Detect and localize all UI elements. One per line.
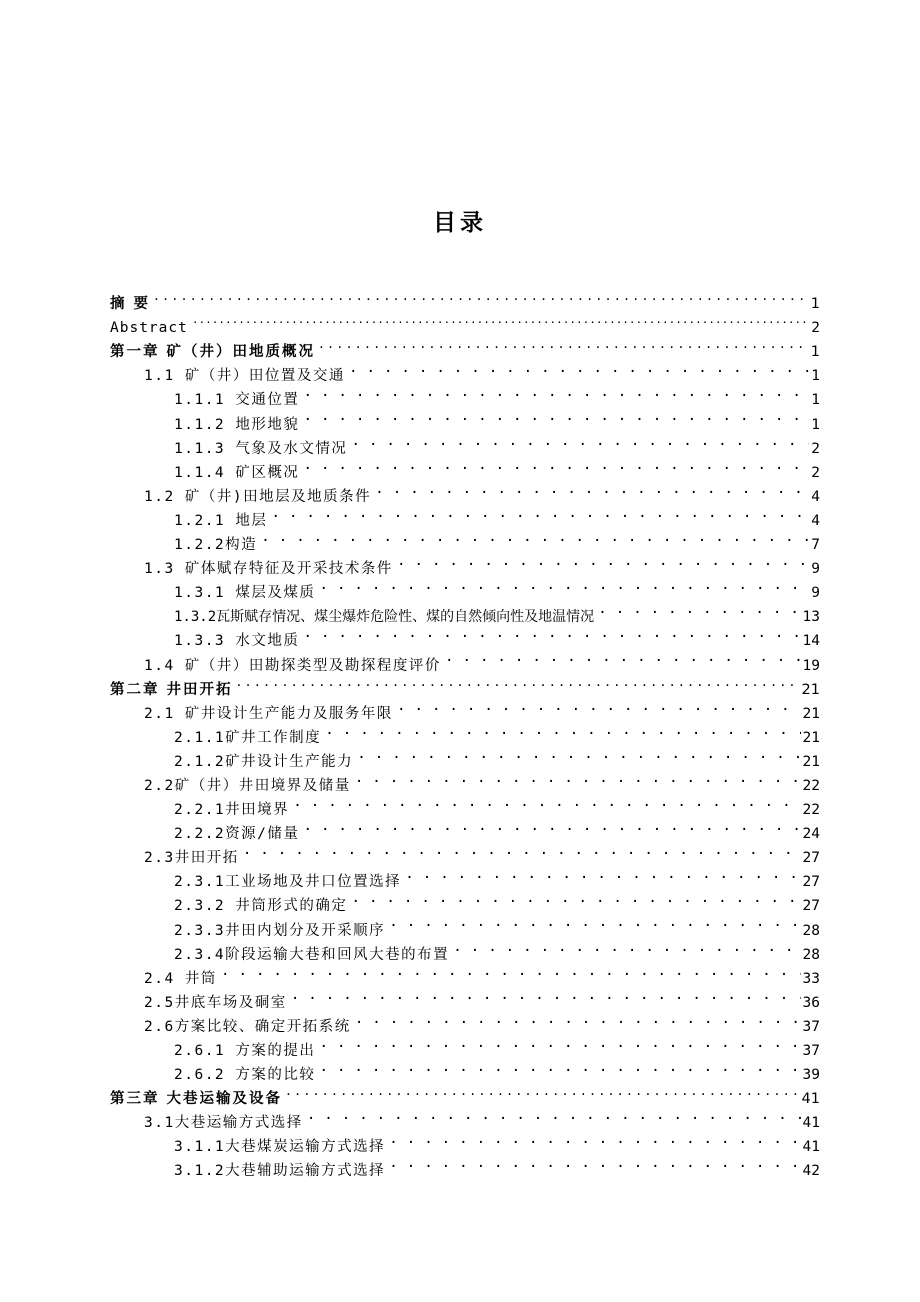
toc-entry-page-number: 24 xyxy=(802,826,820,843)
toc-entry-page-number: 1 xyxy=(811,392,820,409)
toc-entry-label: 1.1.2 地形地貌 xyxy=(174,416,300,433)
toc-dot-leader xyxy=(397,549,809,573)
toc-entry-page-number: 21 xyxy=(802,705,820,722)
toc-entry-label: 第二章 井田开拓 xyxy=(110,681,233,698)
toc-entry-label: 2.1 矿井设计生产能力及服务年限 xyxy=(144,705,393,722)
toc-entry-page-number: 19 xyxy=(802,657,820,674)
toc-entry-page-number: 39 xyxy=(802,1067,820,1084)
toc-dot-leader xyxy=(303,621,800,645)
toc-dot-leader xyxy=(349,356,809,380)
toc-entry-page-number: 41 xyxy=(802,1115,820,1132)
toc-dot-leader xyxy=(261,525,809,549)
toc-entry-label: 第一章 矿（井）田地质概况 xyxy=(110,344,316,361)
toc-dot-leader xyxy=(325,718,800,742)
toc-entry-label: 1.1.3 气象及水文情况 xyxy=(174,440,348,457)
toc-dot-leader xyxy=(154,284,809,308)
toc-dot-leader xyxy=(355,1007,801,1031)
toc-dot-leader xyxy=(221,959,801,983)
toc-entry-page-number: 41 xyxy=(802,1139,820,1156)
toc-dot-leader xyxy=(291,983,801,1007)
toc-entry-page-number: 22 xyxy=(802,802,820,819)
toc-entry-page-number: 22 xyxy=(802,777,820,794)
toc-dot-leader xyxy=(307,1103,801,1127)
toc-entry-label: 第三章 大巷运输及设备 xyxy=(110,1091,283,1108)
toc-entry-label: 2.3.1工业场地及井口位置选择 xyxy=(174,874,402,891)
toc-entry-page-number: 2 xyxy=(811,440,820,457)
toc-dot-leader xyxy=(293,790,800,814)
toc-entry-label: 1.2 矿（井)田地层及地质条件 xyxy=(144,488,372,505)
toc-dot-leader xyxy=(319,1055,800,1079)
toc-entry-page-number: 21 xyxy=(801,681,820,698)
toc-entry-page-number: 36 xyxy=(802,994,820,1011)
toc-entry-page-number: 2 xyxy=(811,464,820,481)
toc-entry-label: 2.6方案比较、确定开拓系统 xyxy=(144,1018,351,1035)
toc-dot-leader xyxy=(319,332,809,356)
toc-entry-page-number: 1 xyxy=(810,296,820,313)
toc-entry-label: 2.2.1井田境界 xyxy=(174,802,290,819)
toc-entry-label: 2.6.2 方案的比较 xyxy=(174,1067,316,1084)
toc-dot-leader xyxy=(319,573,809,597)
toc-entry-label: 1.3 矿体赋存特征及开采技术条件 xyxy=(144,561,393,578)
toc-dot-leader xyxy=(303,814,800,838)
toc-dot-leader xyxy=(351,429,809,453)
toc-dot-leader xyxy=(453,935,800,959)
toc-entry-page-number: 13 xyxy=(802,609,820,626)
toc-entry-page-number: 1 xyxy=(811,416,820,433)
toc-entry-page-number: 1 xyxy=(810,344,820,361)
toc-dot-leader xyxy=(303,453,809,477)
toc-entry-label: 2.6.1 方案的提出 xyxy=(174,1043,316,1059)
toc-entry-label: 2.1.1矿井工作制度 xyxy=(174,729,322,746)
toc-entry-label: 2.3.3井田内划分及开采顺序 xyxy=(174,922,386,939)
toc-entry-label: 1.3.3 水文地质 xyxy=(174,633,300,650)
toc-dot-leader xyxy=(319,1031,800,1055)
toc-entry-page-number: 42 xyxy=(802,1163,820,1180)
toc-entry-label: 2.4 井筒 xyxy=(144,970,217,987)
toc-entry-label: 1.4 矿（井）田勘探类型及勘探程度评价 xyxy=(144,657,441,674)
toc-entry-page-number: 1 xyxy=(811,368,820,385)
toc-dot-leader xyxy=(405,862,800,886)
toc-entry-label: 2.2矿（井）井田境界及储量 xyxy=(144,777,351,794)
toc-entry-label: 2.2.2资源/储量 xyxy=(174,826,300,843)
toc-dot-leader xyxy=(243,838,801,862)
toc-entry-page-number: 28 xyxy=(802,922,820,939)
toc-entry-page-number: 27 xyxy=(802,874,820,891)
toc-entry-label: 1.1 矿（井）田位置及交通 xyxy=(144,368,345,385)
toc-entry-label: 2.3井田开拓 xyxy=(144,850,239,867)
toc-dot-leader xyxy=(389,910,800,934)
toc-entry-label: 3.1大巷运输方式选择 xyxy=(144,1115,303,1132)
toc-entry-label: Abstract xyxy=(110,320,188,337)
toc-dot-leader xyxy=(237,670,800,694)
toc-dot-leader xyxy=(397,694,801,718)
toc-dot-leader xyxy=(357,742,800,766)
toc-entry-page-number: 37 xyxy=(802,1043,820,1059)
toc-dot-leader xyxy=(271,501,809,525)
toc-dot-leader xyxy=(351,886,800,910)
toc-entry-page-number: 4 xyxy=(811,512,820,529)
toc-entry-page-number: 4 xyxy=(811,488,820,505)
toc-entry[interactable] xyxy=(110,308,820,337)
toc-dot-leader xyxy=(303,380,809,404)
toc-entry-label: 1.3.2瓦斯赋存情况、煤尘爆炸危险性、煤的自然倾向性及地温情况 xyxy=(174,609,595,626)
toc-entry-label: 1.1.4 矿区概况 xyxy=(174,464,300,481)
toc-entry-page-number: 7 xyxy=(811,537,820,554)
toc-entry-label: 1.3.1 煤层及煤质 xyxy=(174,585,316,602)
toc-entry-page-number: 14 xyxy=(802,633,820,650)
toc-entry-page-number: 27 xyxy=(802,898,820,915)
toc-entry-page-number: 9 xyxy=(811,585,820,602)
toc-dot-leader xyxy=(355,766,801,790)
toc-title: 目录 xyxy=(433,210,487,236)
toc-dot-leader xyxy=(303,404,809,428)
toc-entry-page-number: 9 xyxy=(811,561,820,578)
toc-dot-leader xyxy=(286,1079,799,1103)
toc-dot-leader xyxy=(389,1151,800,1175)
toc-entry-page-number: 21 xyxy=(802,753,820,770)
toc-dot-leader xyxy=(445,645,801,669)
toc-entry-label: 2.3.2 井筒形式的确定 xyxy=(174,898,348,915)
toc-list xyxy=(110,284,820,1180)
toc-entry-label: 1.1.1 交通位置 xyxy=(174,392,300,409)
toc-dot-leader xyxy=(375,477,809,501)
toc-entry-page-number: 27 xyxy=(802,850,820,867)
toc-entry-label: 1.2.2构造 xyxy=(174,537,258,554)
toc-entry[interactable] xyxy=(110,332,820,361)
toc-dot-leader xyxy=(192,308,809,332)
toc-entry[interactable] xyxy=(110,284,820,313)
toc-entry-page-number: 41 xyxy=(801,1091,820,1108)
toc-entry-label: 摘 要 xyxy=(110,296,151,313)
toc-entry-label: 2.5井底车场及硐室 xyxy=(144,994,287,1011)
toc-entry-label: 2.1.2矿井设计生产能力 xyxy=(174,753,354,770)
toc-dot-leader xyxy=(598,597,800,621)
toc-entry-page-number: 21 xyxy=(802,729,820,746)
toc-entry-page-number: 37 xyxy=(802,1018,820,1035)
toc-entry-page-number: 33 xyxy=(802,970,820,987)
toc-dot-leader xyxy=(389,1127,800,1151)
toc-entry-label: 1.2.1 地层 xyxy=(174,512,268,529)
toc-entry-page-number: 28 xyxy=(802,946,820,963)
toc-entry-label: 3.1.1大巷煤炭运输方式选择 xyxy=(174,1139,386,1156)
toc-entry-label: 3.1.2大巷辅助运输方式选择 xyxy=(174,1163,386,1180)
toc-entry-page-number: 2 xyxy=(811,320,820,337)
toc-entry-label: 2.3.4阶段运输大巷和回风大巷的布置 xyxy=(174,946,450,963)
